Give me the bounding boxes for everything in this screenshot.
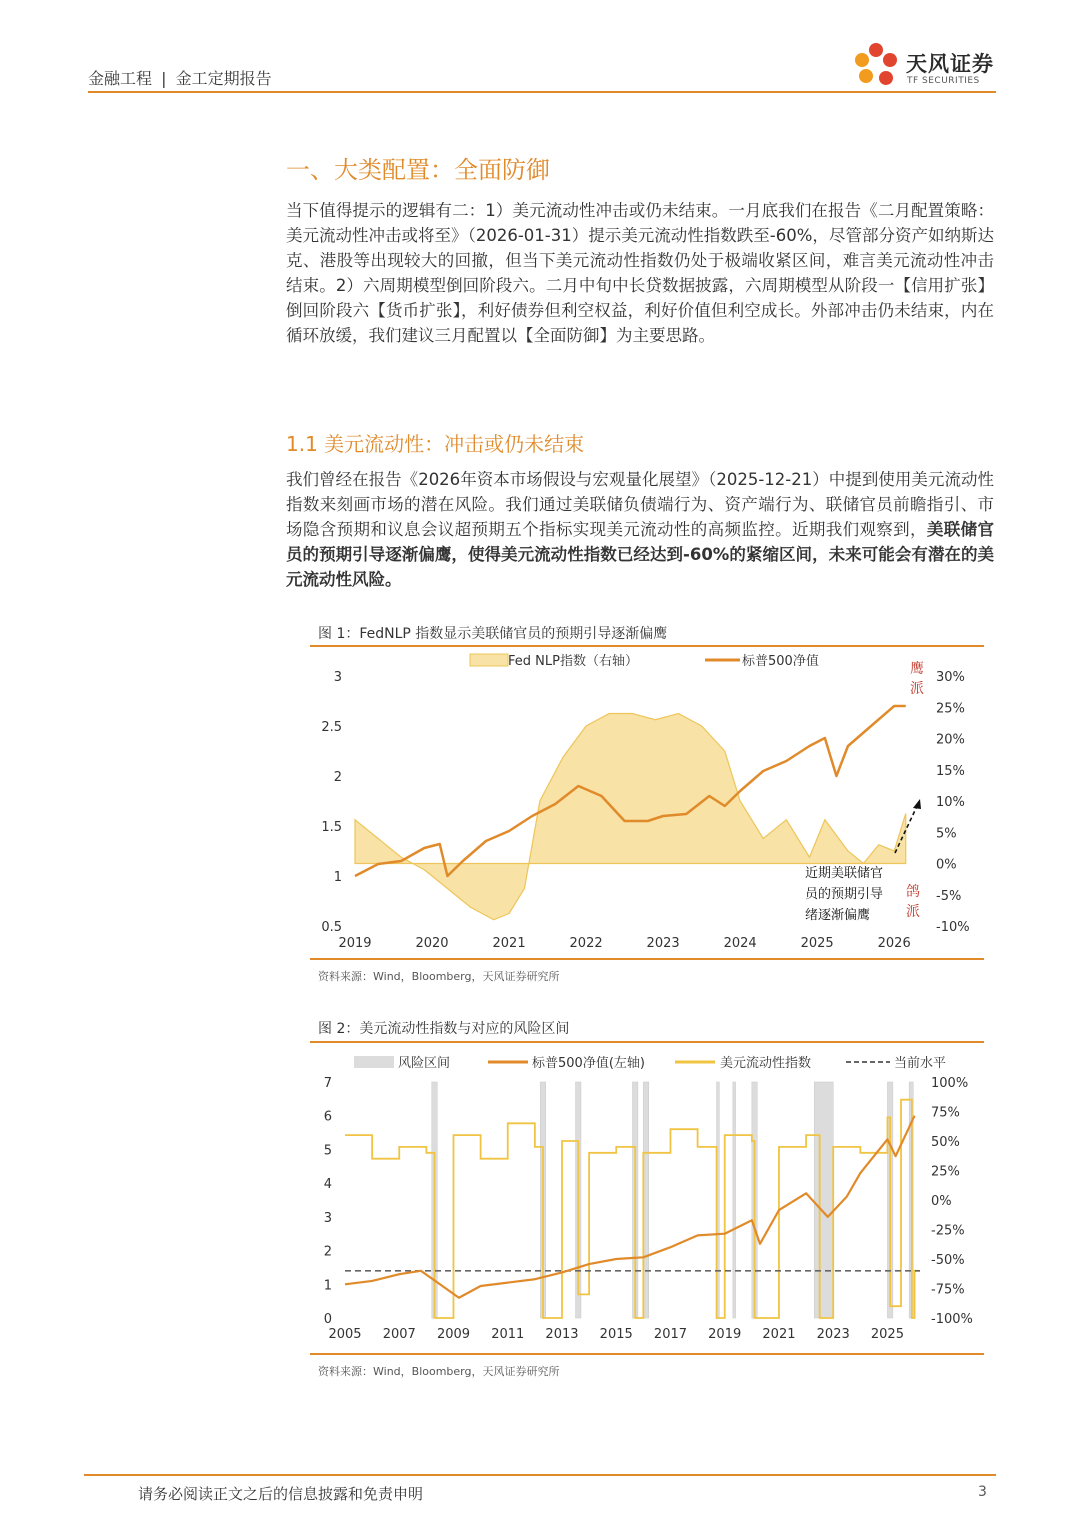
x-tick-label: 2017	[653, 1327, 688, 1342]
x-tick-label: 2023	[646, 936, 680, 951]
right-tick-label: -25%	[931, 1223, 965, 1239]
x-tick-label: 2015	[599, 1327, 633, 1342]
figure2-source: 资料来源：Wind，Bloomberg，天风证券研究所	[318, 1365, 560, 1378]
right-tick-label: 100%	[931, 1076, 969, 1091]
header-section: 金融工程	[88, 69, 153, 88]
logo-icon	[850, 38, 906, 90]
figure1-source: 资料来源：Wind，Bloomberg，天风证券研究所	[318, 970, 560, 983]
left-tick-label: 6	[323, 1109, 332, 1125]
header-divider	[88, 91, 996, 93]
right-tick-label: 0%	[931, 1194, 952, 1209]
subsection-paragraph-plain: 我们曾经在报告《2026年资本市场假设与宏观量化展望》（2025-12-21）中提到使用美元流动性指数来刻画市场的潜在风险。我们通过美联储负债端行为、资产端行为、联储官员前瞻指引、市场隐含预期和议息会议超预期五个指标实现美元流动性的高频监控。近期我们观察到，	[286, 470, 994, 539]
x-tick-label: 2025	[800, 936, 834, 951]
x-tick-label: 2026	[877, 936, 911, 951]
annotation-arrow	[895, 804, 918, 853]
legend-swatch-risk	[354, 1056, 394, 1068]
annotation-arrowhead	[913, 799, 921, 809]
subsection-paragraph-bold: 美联储官员的预期引导逐渐偏鹰，使得美元流动性指数已经达到-60%的紧缩区间，未来可能会有潜在的美元流动性风险。	[286, 520, 995, 589]
x-tick-label: 2007	[382, 1327, 416, 1342]
left-tick-label: 2	[323, 1244, 332, 1260]
legend-swatch-nlp	[470, 654, 508, 666]
risk-zone	[814, 1082, 833, 1318]
right-tick-label: 75%	[931, 1105, 960, 1121]
left-tick-label: 4	[323, 1177, 332, 1193]
right-tick-label: 15%	[936, 763, 965, 779]
x-tick-label: 2009	[436, 1327, 471, 1342]
right-axis-ticks	[936, 670, 970, 935]
x-tick-label: 2021	[492, 936, 526, 951]
x-tick-label: 2023	[816, 1327, 850, 1342]
right-tick-label: 10%	[936, 795, 965, 810]
right-tick-label: 20%	[936, 732, 965, 748]
left-tick-label: 1.5	[321, 820, 342, 835]
x-tick-label: 2024	[723, 936, 757, 951]
legend-label-level: 当前水平	[894, 1056, 947, 1071]
annotation-hawk-1: 鹰	[910, 661, 924, 677]
left-tick-label: 0	[323, 1312, 332, 1327]
x-axis-ticks	[338, 936, 910, 951]
right-tick-label: 25%	[936, 701, 965, 717]
header-breadcrumb	[88, 66, 272, 89]
right-tick-label: 0%	[936, 857, 957, 873]
left-axis-ticks	[324, 1076, 332, 1327]
x-tick-label: 2020	[415, 936, 449, 951]
right-tick-label: 30%	[936, 670, 965, 685]
legend-label-spx: 标普500净值	[742, 654, 819, 669]
x-tick-label: 2013	[545, 1327, 579, 1342]
company-logo	[850, 38, 1000, 90]
x-tick-label: 2011	[491, 1327, 525, 1342]
left-tick-label: 5	[323, 1143, 332, 1159]
annotation-dove-1: 鸽	[906, 884, 920, 900]
page-number: 3	[978, 1484, 987, 1500]
legend-label-nlp: Fed NLP指数（右轴）	[508, 654, 638, 669]
annotation-text-3: 绪逐渐偏鹰	[805, 908, 871, 923]
subsection-paragraph	[286, 467, 994, 592]
right-tick-label: -75%	[931, 1282, 965, 1298]
legend-label-liq: 美元流动性指数	[720, 1056, 812, 1071]
x-tick-label: 2025	[870, 1327, 904, 1342]
left-axis-ticks	[321, 670, 342, 935]
header-report-type: 金工定期报告	[175, 69, 272, 88]
figure1-bottom-rule	[310, 958, 984, 960]
left-tick-label: 3	[333, 670, 342, 685]
right-tick-label: -5%	[936, 888, 962, 904]
right-tick-label: -100%	[931, 1312, 973, 1327]
figure2-chart	[310, 1044, 984, 1352]
header-separator: |	[161, 69, 167, 88]
logo-name-en: TF SECURITIES	[907, 76, 980, 86]
figure2-bottom-rule	[310, 1353, 984, 1355]
footer-divider	[84, 1474, 996, 1476]
section-paragraph: 当下值得提示的逻辑有二：1）美元流动性冲击或仍未结束。一月底我们在报告《二月配置策略：美元流动性冲击或将至》（2026-01-31）提示美元流动性指数跌至-60%，尽管部分资产如纳斯达克、港股等出现较大的回撤，但当下美元流动性指数仍处于极端收紧区间，难言美元流动性冲击结束。2）六周期模型倒回阶段六。二月中旬中长贷数据披露，六周期模型从阶段一【信用扩张】倒回阶段六【货币扩张】，利好债券但利空权益，利好价值但利空成长。外部冲击仍未结束，内在循环放缓，我们建议三月配置以【全面防御】为主要思路。	[286, 201, 994, 345]
x-tick-label: 2019	[338, 936, 372, 951]
section-title: 一、大类配置：全面防御	[286, 156, 550, 184]
subsection-title: 1.1 美元流动性：冲击或仍未结束	[286, 432, 585, 456]
x-tick-label: 2005	[328, 1327, 362, 1342]
annotation-hawk-2: 派	[910, 681, 924, 697]
annotation-text-1: 近期美联储官	[805, 866, 884, 881]
figure2-top-rule	[310, 1041, 984, 1043]
x-tick-label: 2021	[762, 1327, 796, 1342]
figure1-chart	[310, 648, 984, 956]
right-tick-label: 5%	[936, 826, 957, 842]
figure2-title: 图 2：美元流动性指数与对应的风险区间	[318, 1021, 570, 1037]
legend-label-spx: 标普500净值(左轴)	[532, 1056, 645, 1071]
right-tick-label: -50%	[931, 1253, 965, 1268]
figure1-top-rule	[310, 645, 984, 647]
footer-disclaimer: 请务必阅读正文之后的信息披露和免责申明	[138, 1485, 424, 1503]
annotation-dove-2: 派	[906, 904, 920, 920]
left-tick-label: 1	[333, 870, 342, 885]
right-tick-label: -10%	[936, 920, 970, 935]
legend-label-risk: 风险区间	[398, 1056, 451, 1071]
right-tick-label: 25%	[931, 1164, 960, 1180]
right-tick-label: 50%	[931, 1135, 960, 1150]
left-tick-label: 3	[323, 1210, 332, 1226]
left-tick-label: 0.5	[321, 920, 342, 935]
x-axis-ticks	[328, 1327, 904, 1342]
figure1-title: 图 1：FedNLP 指数显示美联储官员的预期引导逐渐偏鹰	[318, 626, 668, 642]
annotation-text-2: 员的预期引导	[805, 887, 884, 902]
right-axis-ticks	[931, 1076, 973, 1327]
left-tick-label: 1	[323, 1278, 332, 1294]
logo-name-cn: 天风证券	[906, 52, 994, 76]
x-tick-label: 2019	[708, 1327, 742, 1342]
left-tick-label: 2	[333, 770, 342, 785]
risk-zone	[733, 1082, 736, 1318]
left-tick-label: 2.5	[321, 720, 342, 735]
left-tick-label: 7	[323, 1076, 332, 1091]
x-tick-label: 2022	[569, 936, 603, 951]
